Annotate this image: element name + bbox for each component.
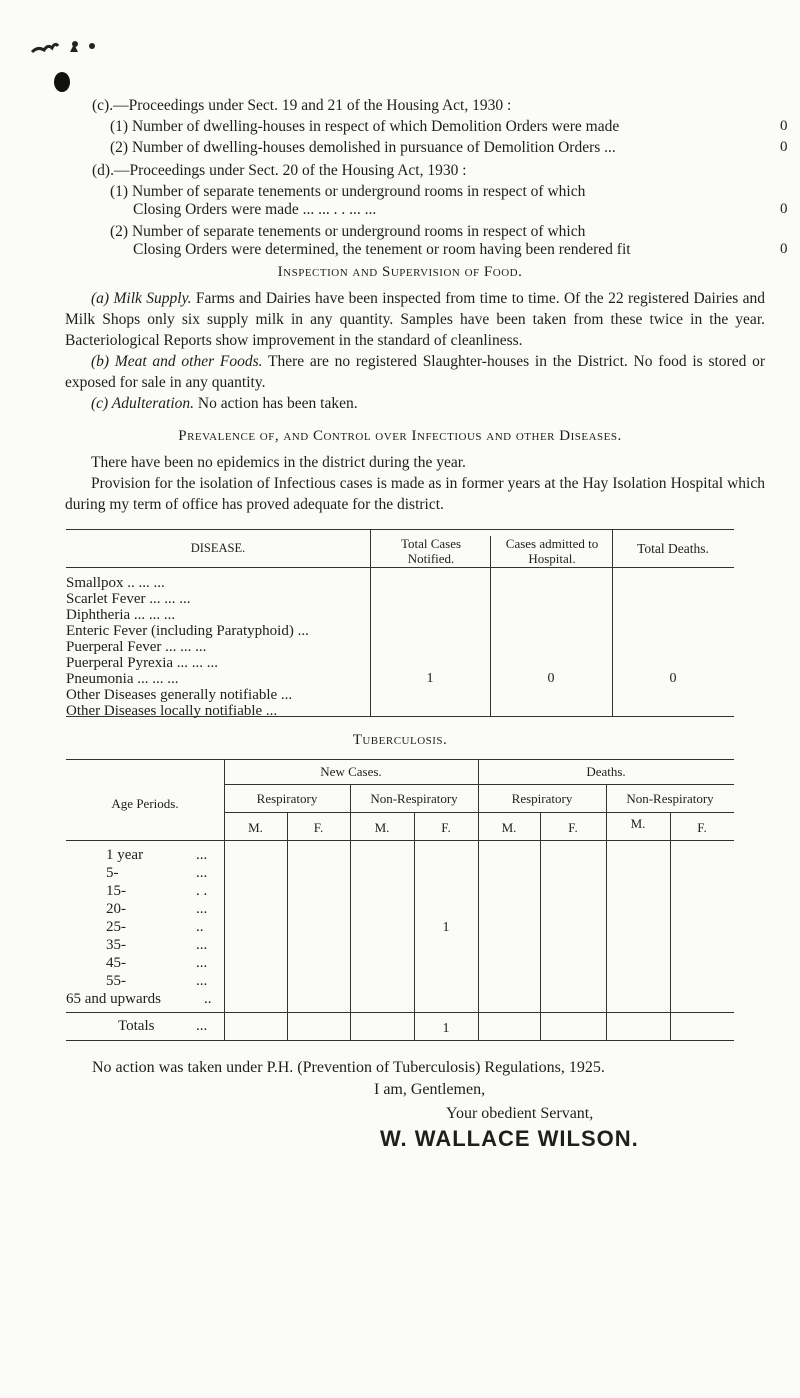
totals-nonresp-f: 1 (442, 1021, 450, 1036)
pneumonia-notified: 1 (426, 671, 434, 686)
housing-c1: (1) Number of dwelling-houses in respect of which Demolition Orders were made (110, 118, 620, 135)
food-c-label: (c) Adulteration. (91, 395, 195, 412)
housing-d2-line1: (2) Number of separate tenements or underground rooms in respect of which (110, 223, 586, 240)
age-label: 5- (106, 865, 119, 881)
housing-d1-value: 0 (780, 201, 788, 217)
disease-row: Puerperal Pyrexia ... ... ... (66, 655, 219, 671)
f-header: F. (568, 820, 578, 835)
disease-row: Pneumonia ... ... ... (66, 671, 179, 687)
totals-label: Totals (118, 1018, 155, 1034)
food-b-label: (b) Meat and other Foods. (91, 353, 263, 370)
age-dots: ... (196, 937, 208, 953)
age-label: 20- (106, 901, 126, 917)
food-c-text: No action has been taken. (197, 395, 358, 412)
salutation: I am, Gentlemen, (374, 1081, 486, 1098)
disease-row: Other Diseases generally notifiable ... (66, 687, 293, 703)
housing-d1-line2: Closing Orders were made ... ... . . ... ... (133, 201, 377, 218)
deaths-col-header: Total Deaths. (637, 541, 709, 556)
food-a-label: (a) Milk Supply. (91, 290, 192, 307)
deaths-nonrespiratory-header: Non-Respiratory (626, 791, 714, 806)
food-heading: Inspection and Supervision of Food. (277, 264, 523, 280)
age-dots: ... (196, 955, 208, 971)
food-a-paragraph (65, 288, 765, 351)
age-label: 55- (106, 973, 126, 989)
new-respiratory-header: Respiratory (256, 791, 318, 806)
m-header: M. (630, 816, 646, 831)
age-dots: ... (196, 865, 208, 881)
tb-regulations-note: No action was taken under P.H. (Prevention of Tuberculosis) Regulations, 1925. (92, 1059, 605, 1076)
f-header: F. (441, 820, 451, 835)
deaths-header: Deaths. (586, 764, 626, 779)
housing-c2: (2) Number of dwelling-houses demolished in pursuance of Demolition Orders ... (110, 139, 616, 156)
age-label: 35- (106, 937, 126, 953)
f-header: F. (313, 820, 324, 835)
food-c-paragraph (65, 393, 765, 414)
disease-row: Diphtheria ... ... ... (66, 607, 176, 623)
food-a-text: Farms and Dairies have been inspected from time to time. Of the 22 registered Dairies and Milk Shops only six supply milk in any quantity. Samples have been taken from these twice in the year. Bacteriological Reports show improvement in the standard of cleanliness. (65, 290, 766, 349)
housing-d2-value: 0 (780, 241, 788, 257)
age-label: 45- (106, 955, 126, 971)
m-header: M. (248, 820, 263, 835)
disease-row: Smallpox .. ... ... (66, 575, 165, 591)
age25-nonresp-f: 1 (442, 920, 450, 935)
m-header: M. (374, 820, 390, 835)
disease-row: Puerperal Fever ... ... ... (66, 639, 207, 655)
deaths-respiratory-header: Respiratory (511, 791, 573, 806)
age-label: 25- (106, 919, 126, 935)
new-cases-header: New Cases. (320, 764, 382, 779)
infectious-heading: Prevalence of, and Control over Infectious and other Diseases. (178, 428, 622, 444)
age-dots: . . (196, 883, 208, 899)
disease-row: Scarlet Fever ... ... ... (66, 591, 191, 607)
scan-dot (52, 70, 72, 94)
age-dots: ... (196, 973, 208, 989)
food-b-text: There are no registered Slaughter-houses in the District. No food is stored or exposed for sale in any quantity. (65, 353, 765, 391)
new-nonrespiratory-header: Non-Respiratory (370, 791, 458, 806)
housing-d-heading: (d).—Proceedings under Sect. 20 of the Housing Act, 1930 : (92, 162, 467, 179)
housing-c1-value: 0 (780, 118, 788, 134)
housing-c-heading: (c).—Proceedings under Sect. 19 and 21 of the Housing Act, 1930 : (92, 97, 512, 114)
tb-heading: Tuberculosis. (352, 732, 448, 748)
housing-d1-line1: (1) Number of separate tenements or underground rooms in respect of which (110, 183, 586, 200)
infectious-p2: Provision for the isolation of Infectious cases is made as in former years at the Hay Isolation Hospital which during my term of office has proved adequate for the district. (65, 475, 765, 513)
disease-row: Enteric Fever (including Paratyphoid) ... (66, 623, 309, 639)
disease-col-header: DISEASE. (190, 541, 246, 555)
m-header: M. (501, 820, 517, 835)
age-dots: ... (196, 847, 208, 863)
age-dots: ... (196, 901, 208, 917)
age-dots: .. (204, 991, 212, 1007)
age-label: 65 and upwards (66, 991, 161, 1007)
scan-mark-top (30, 30, 110, 60)
signature: W. WALLACE WILSON. (380, 1126, 639, 1151)
housing-c2-value: 0 (780, 139, 788, 155)
housing-d2-line2: Closing Orders were determined, the tenement or room having been rendered fit (133, 241, 631, 258)
infectious-p1: There have been no epidemics in the district during the year. (91, 454, 466, 471)
valediction: Your obedient Servant, (446, 1105, 594, 1122)
age-periods-header: Age Periods. (111, 796, 179, 811)
age-label: 1 year (106, 847, 144, 863)
pneumonia-admitted: 0 (547, 671, 555, 686)
pneumonia-deaths: 0 (669, 671, 677, 686)
age-dots: .. (196, 919, 204, 935)
notified-col-header: Total Cases Notified. (400, 536, 462, 566)
disease-row: Other Diseases locally notifiable ... (66, 703, 278, 719)
f-header: F. (697, 820, 707, 835)
admitted-col-header: Cases admitted to Hospital. (505, 536, 599, 566)
food-b-paragraph (65, 351, 765, 393)
totals-dots: ... (196, 1018, 208, 1034)
age-label: 15- (106, 883, 126, 899)
